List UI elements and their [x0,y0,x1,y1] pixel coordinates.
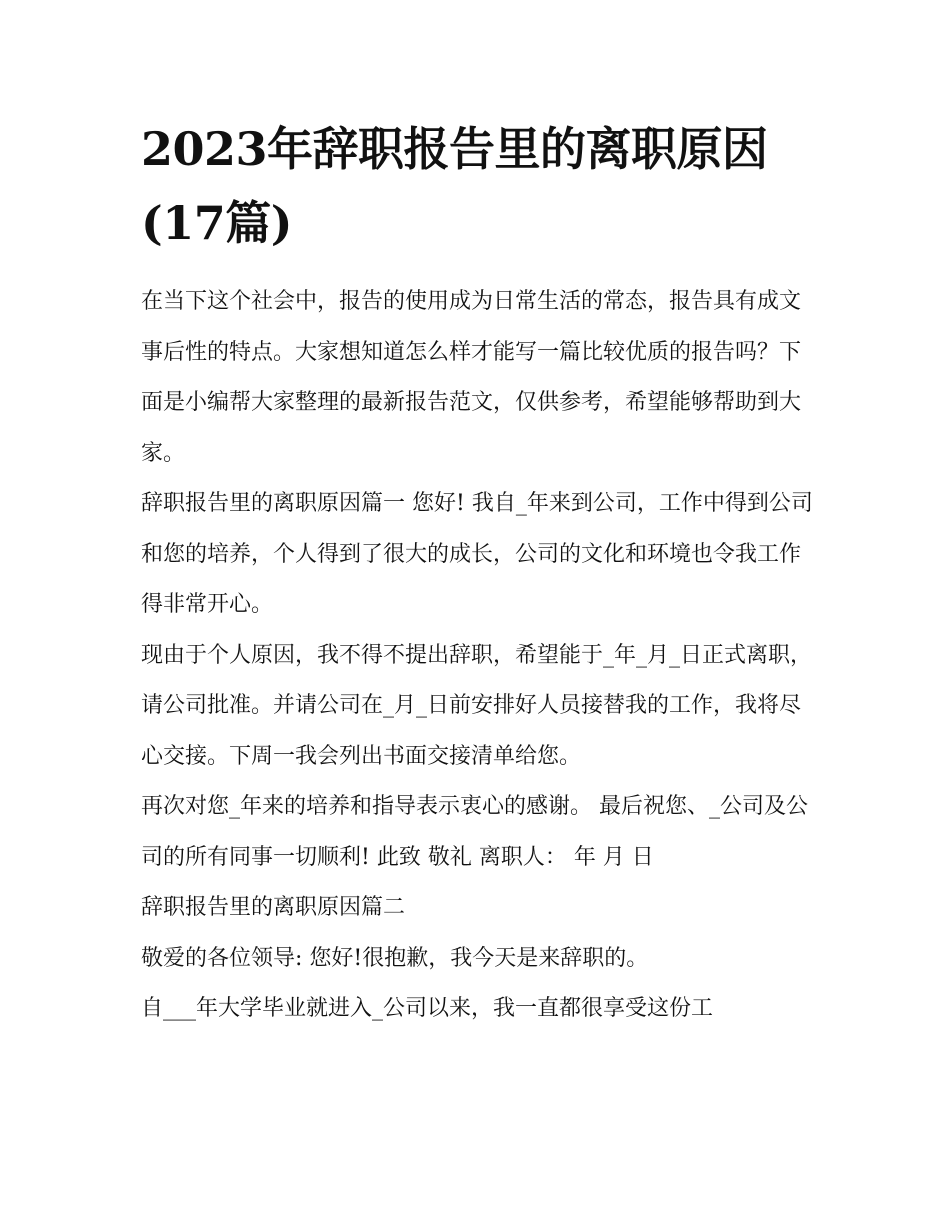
document-body [141,277,813,1035]
paragraph-career-intro: 自___年大学毕业就进入_公司以来，我一直都很享受这份工 [141,996,714,1021]
intro-paragraph: 在当下这个社会中，报告的使用成为日常生活的常态，报告具有成文事后性的特点。大家想知道怎么样才能写一篇比较优质的报告吗？下面是小编帮大家整理的最新报告范文，仅供参考，希望能够帮助到大家。 [141,289,802,466]
document-title: 2023年辞职报告里的离职原因(17篇) [141,122,768,250]
paragraph-thanks-closing: 再次对您_年来的培养和指导表示衷心的感谢。 最后祝您、_公司及公司的所有同事一切顺利! 此致 敬礼 离职人： 年 月 日 [141,794,808,870]
document-page [141,0,813,1229]
section-heading-two: 辞职报告里的离职原因篇二 [141,895,406,920]
paragraph-letter-one-opening: 辞职报告里的离职原因篇一 您好! 我自_年来到公司，工作中得到公司和您的培养，个人得到了很大的成长，公司的文化和环境也令我工作得非常开心。 [141,491,813,617]
paragraph-resignation-request: 现由于个人原因，我不得不提出辞职，希望能于_年_月_日正式离职，请公司批准。并请公司在_月_日前安排好人员接替我的工作，我将尽心交接。下周一我会列出书面交接清单给您。 [141,642,813,769]
paragraph-greeting-two: 敬爱的各位领导: 您好!很抱歉，我今天是来辞职的。 [141,945,649,971]
